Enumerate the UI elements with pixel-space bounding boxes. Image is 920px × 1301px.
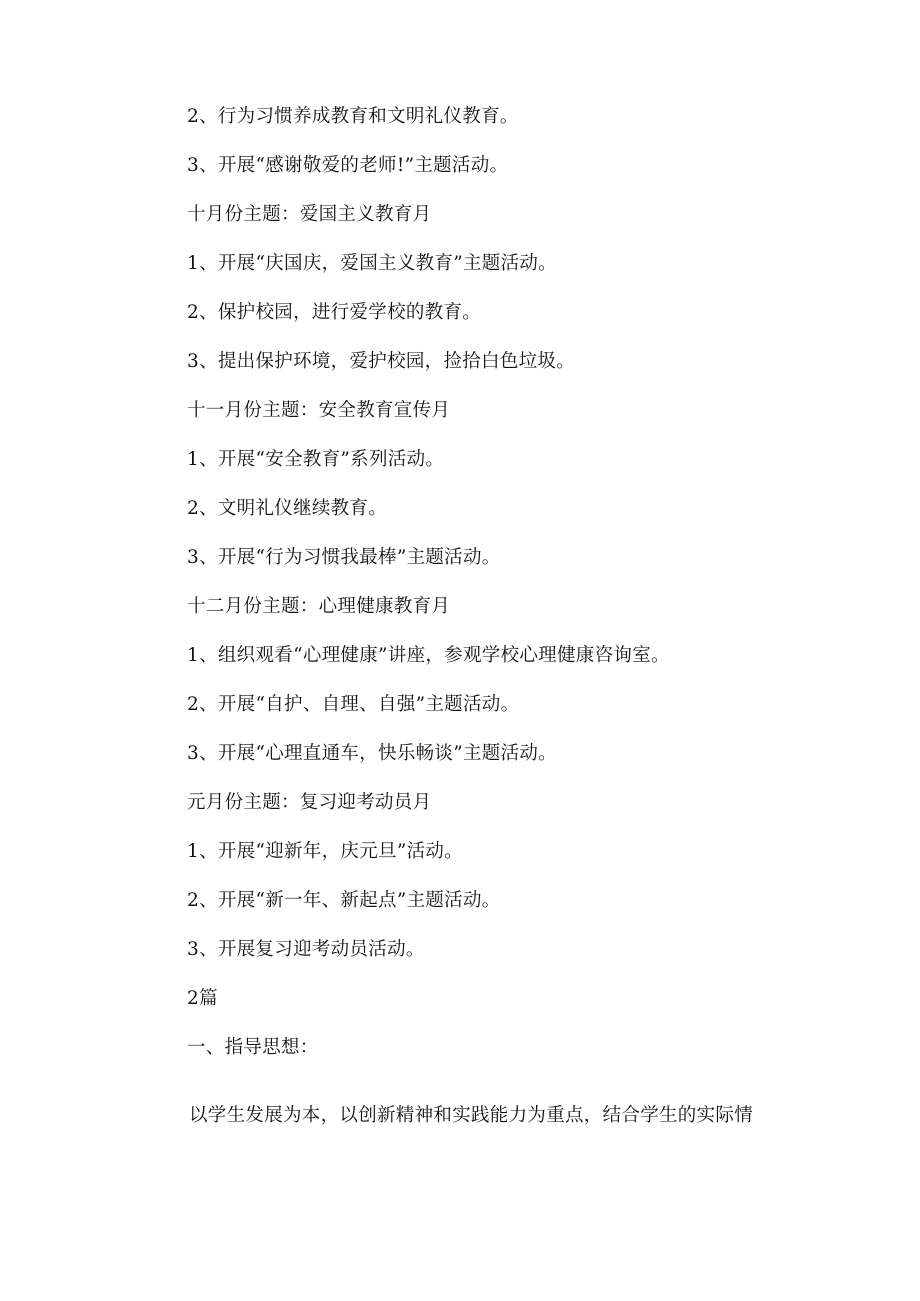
line-item: 3、开展“行为习惯我最棒”主题活动。 — [187, 547, 501, 568]
line-item: 1、开展“庆国庆，爱国主义教育”主题活动。 — [187, 253, 557, 274]
line-item: 2、行为习惯养成教育和文明礼仪教育。 — [187, 106, 519, 127]
line-item: 2、开展“新一年、新起点”主题活动。 — [187, 890, 501, 911]
line-item: 2、保护校园，进行爱学校的教育。 — [187, 302, 482, 323]
line-item: 1、组织观看“心理健康”讲座，参观学校心理健康咨询室。 — [187, 645, 670, 666]
line-item: 3、提出保护环境，爱护校园，捡拾白色垃圾。 — [187, 351, 576, 372]
section-heading-guiding-ideology: 一、指导思想： — [187, 1037, 319, 1058]
line-item: 3、开展“心理直通车，快乐畅谈”主题活动。 — [187, 743, 557, 764]
part-heading: 2篇 — [187, 988, 218, 1009]
line-item: 2、文明礼仪继续教育。 — [187, 498, 388, 519]
line-item: 2、开展“自护、自理、自强”主题活动。 — [187, 694, 520, 715]
line-item: 1、开展“迎新年，庆元旦”活动。 — [187, 841, 463, 862]
section-heading-november: 十一月份主题：安全教育宣传月 — [187, 400, 451, 421]
line-item: 3、开展复习迎考动员活动。 — [187, 939, 425, 960]
document-lines — [187, 100, 827, 1080]
section-heading-october: 十月份主题：爱国主义教育月 — [187, 204, 432, 225]
line-item: 1、开展“安全教育”系列活动。 — [187, 449, 445, 470]
body-paragraph: 以学生发展为本，以创新精神和实践能力为重点，结合学生的实际情 — [189, 1105, 754, 1126]
section-heading-january: 元月份主题：复习迎考动员月 — [187, 792, 432, 813]
section-heading-december: 十二月份主题：心理健康教育月 — [187, 596, 451, 617]
line-item: 3、开展“感谢敬爱的老师!”主题活动。 — [187, 155, 509, 176]
